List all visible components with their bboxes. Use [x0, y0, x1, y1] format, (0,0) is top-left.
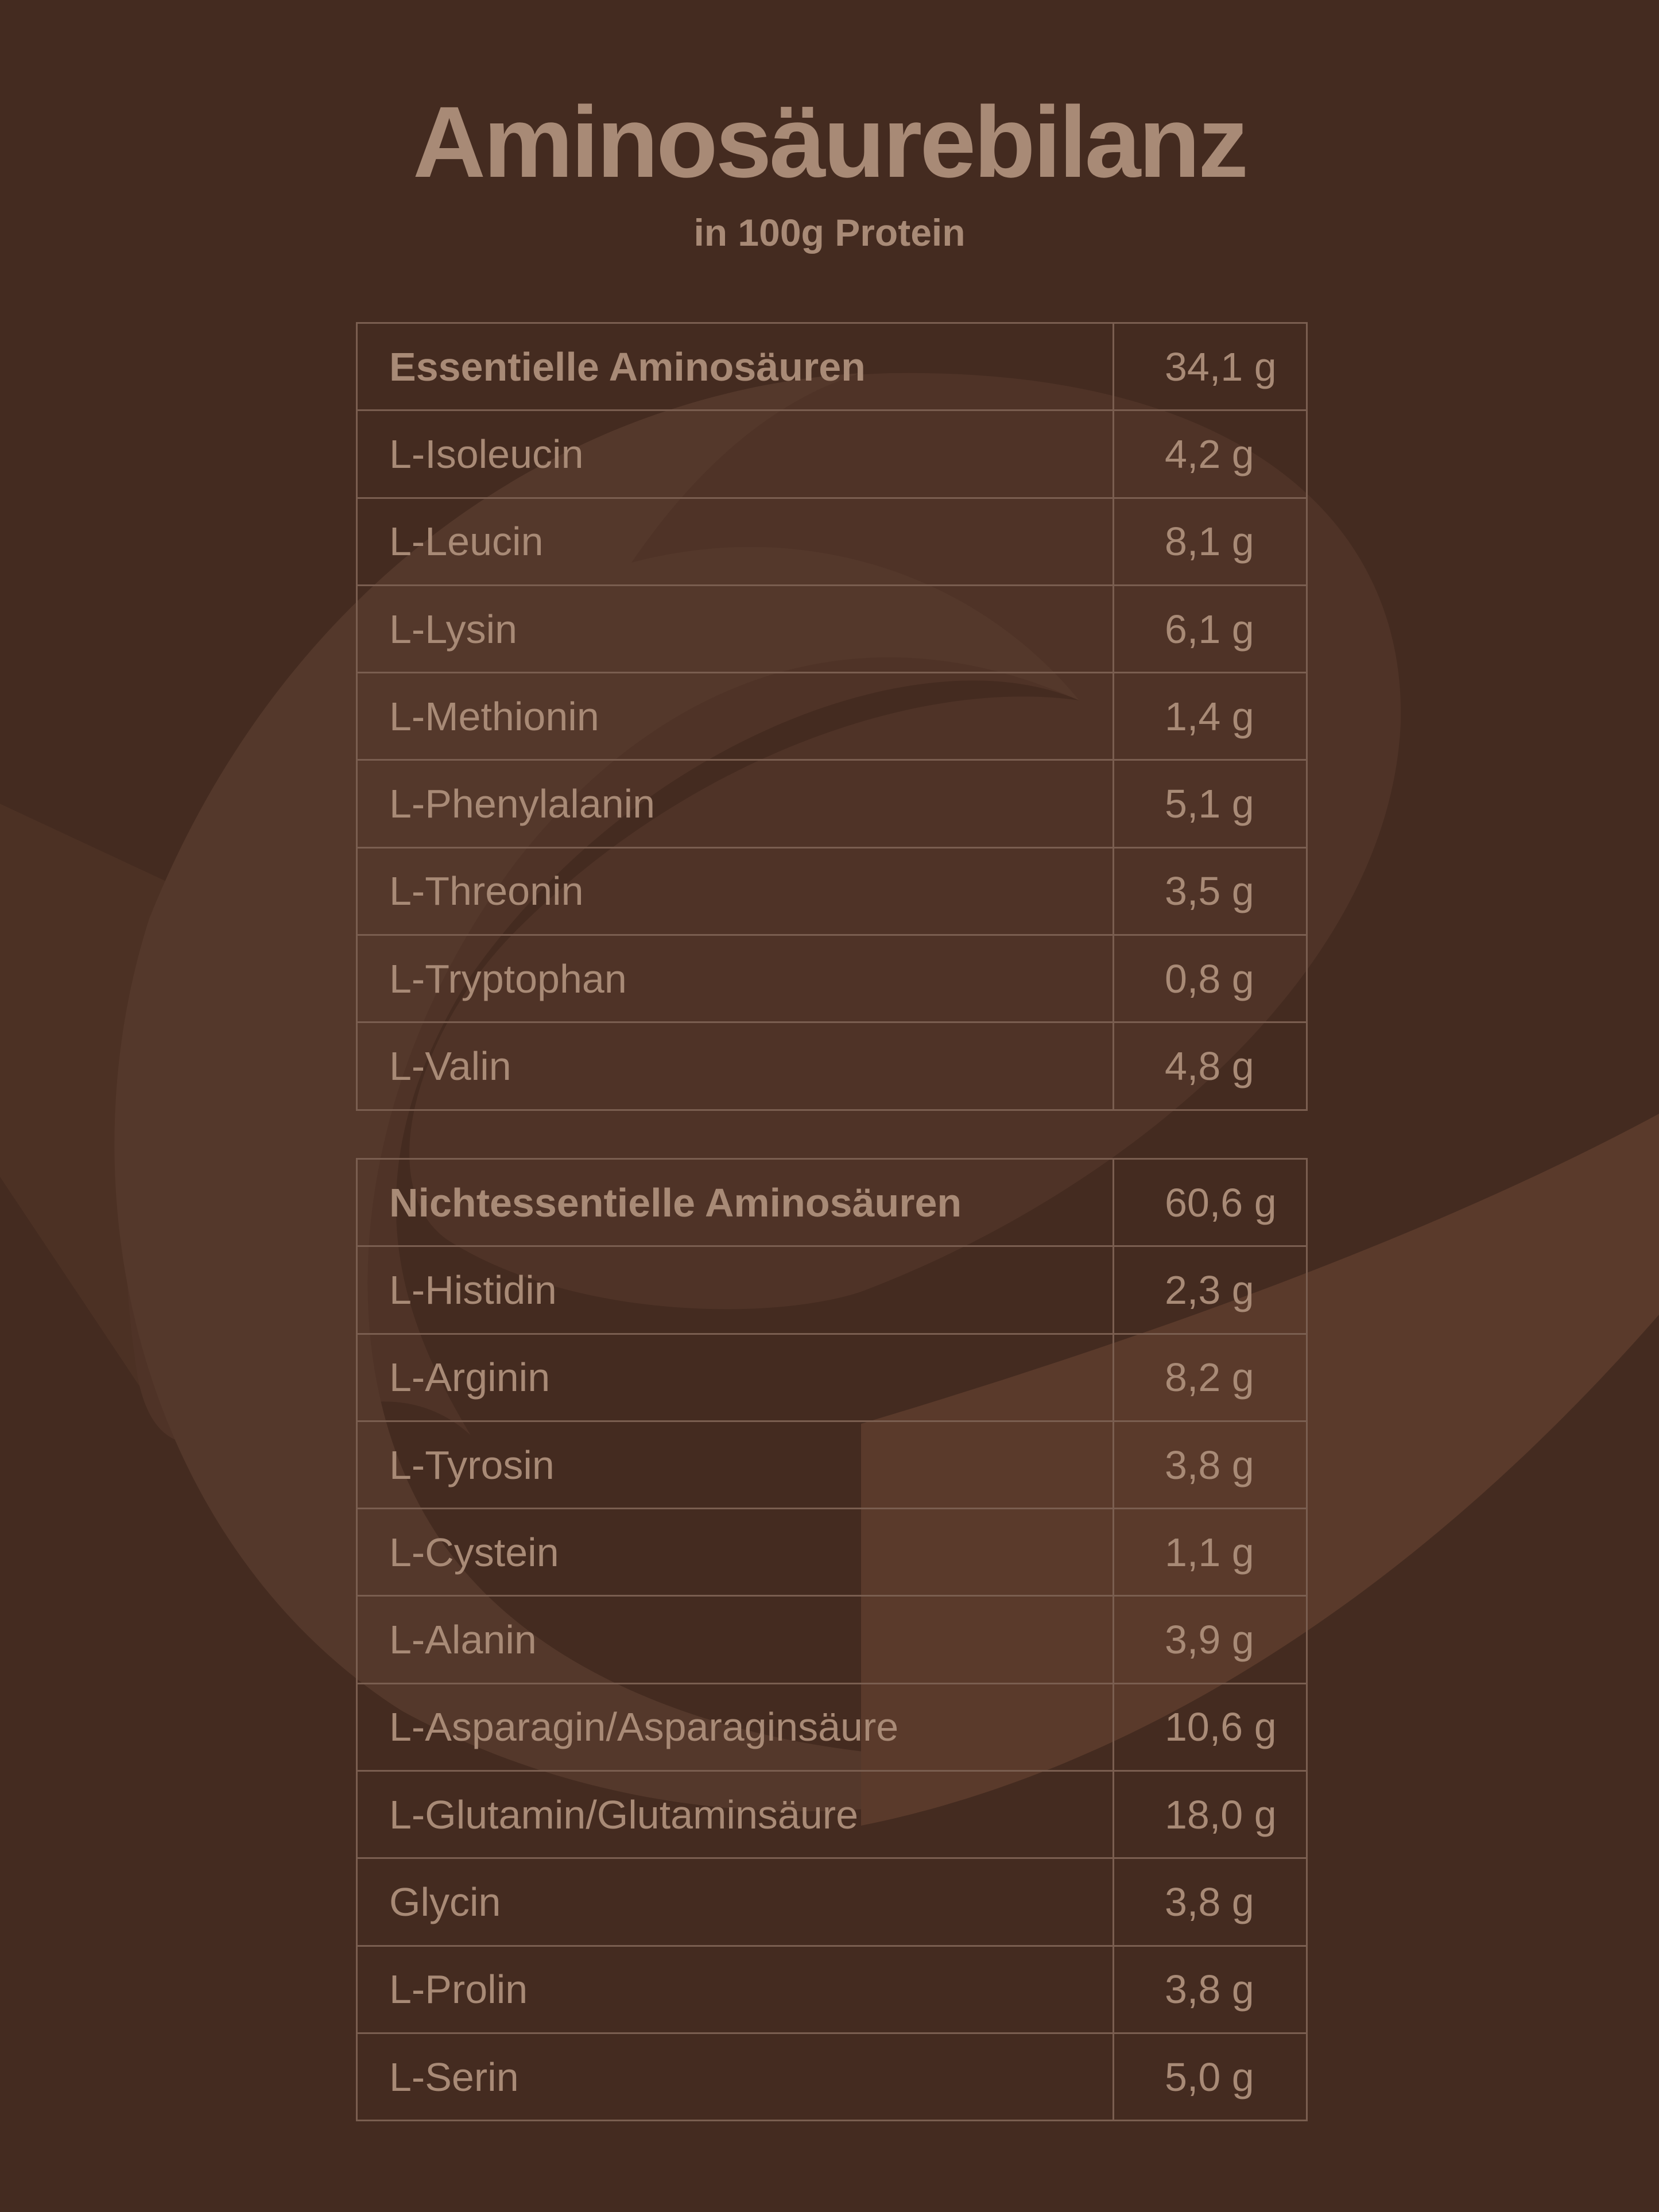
amino-acid-value: 6,1 g: [1165, 606, 1254, 652]
table-row: [358, 673, 1306, 761]
amino-acid-value: 10,6 g: [1165, 1704, 1277, 1750]
amino-acid-value: 1,1 g: [1165, 1529, 1254, 1575]
essential-amino-acids-table: [356, 322, 1308, 1111]
amino-acid-name: L-Isoleucin: [358, 411, 1114, 497]
section-total: 34,1 g: [1165, 344, 1277, 389]
amino-acid-name: L-Lysin: [358, 586, 1114, 672]
amino-acid-name: L-Arginin: [358, 1335, 1114, 1420]
amino-acid-value: 18,0 g: [1165, 1792, 1277, 1837]
amino-acid-name: L-Phenylalanin: [358, 761, 1114, 846]
amino-acid-value: 4,2 g: [1165, 431, 1254, 477]
amino-acid-value: 3,5 g: [1165, 869, 1254, 914]
table-row: [358, 1772, 1306, 1859]
table-row: [358, 499, 1306, 586]
amino-acid-name: L-Cystein: [358, 1509, 1114, 1595]
table-row: [358, 1684, 1306, 1772]
amino-acid-name: L-Histidin: [358, 1247, 1114, 1332]
table-row: [358, 1023, 1306, 1110]
table-row: [358, 761, 1306, 848]
amino-acid-name: L-Alanin: [358, 1597, 1114, 1682]
amino-acid-value: 4,8 g: [1165, 1044, 1254, 1089]
amino-acid-value: 3,8 g: [1165, 1880, 1254, 1925]
table-row: [358, 849, 1306, 936]
table-row: [358, 1597, 1306, 1684]
amino-acid-value: 8,2 g: [1165, 1355, 1254, 1400]
table-row: [358, 411, 1306, 498]
amino-acid-name: L-Valin: [358, 1023, 1114, 1109]
amino-acid-name: L-Tryptophan: [358, 936, 1114, 1021]
table-row: [358, 1422, 1306, 1509]
amino-acid-name: L-Glutamin/Glutaminsäure: [358, 1772, 1114, 1857]
amino-acid-name: Glycin: [358, 1859, 1114, 1944]
table-row: [358, 1335, 1306, 1422]
page-subtitle: in 100g Protein: [693, 211, 966, 254]
page-title: Aminosäurebilanz: [413, 86, 1246, 199]
amino-acid-value: 3,8 g: [1165, 1967, 1254, 2012]
amino-acid-value: 3,9 g: [1165, 1617, 1254, 1663]
table-row: [358, 2034, 1306, 2121]
section-total: 60,6 g: [1165, 1180, 1277, 1225]
amino-acid-name: L-Prolin: [358, 1947, 1114, 2032]
section-title: Nichtessentielle Aminosäuren: [358, 1160, 1114, 1245]
amino-acid-value: 1,4 g: [1165, 694, 1254, 739]
table-row: [358, 1247, 1306, 1334]
amino-acid-value: 3,8 g: [1165, 1442, 1254, 1487]
amino-acid-name: L-Leucin: [358, 499, 1114, 584]
amino-acid-name: L-Asparagin/Asparaginsäure: [358, 1684, 1114, 1770]
amino-acid-value: 2,3 g: [1165, 1267, 1254, 1312]
section-title: Essentielle Aminosäuren: [358, 324, 1114, 409]
amino-acid-name: L-Serin: [358, 2034, 1114, 2120]
amino-acid-value: 8,1 g: [1165, 519, 1254, 564]
amino-acid-name: L-Tyrosin: [358, 1422, 1114, 1508]
table-row: [358, 1859, 1306, 1946]
amino-acid-value: 5,0 g: [1165, 2054, 1254, 2099]
amino-acid-value: 0,8 g: [1165, 956, 1254, 1001]
table-header-row: [358, 324, 1306, 411]
amino-acid-name: L-Threonin: [358, 849, 1114, 934]
amino-acid-name: L-Methionin: [358, 673, 1114, 759]
table-row: [358, 1509, 1306, 1597]
table-row: [358, 586, 1306, 673]
table-row: [358, 936, 1306, 1023]
table-header-row: [358, 1160, 1306, 1247]
nonessential-amino-acids-table: [356, 1158, 1308, 2121]
table-row: [358, 1947, 1306, 2034]
amino-acid-value: 5,1 g: [1165, 781, 1254, 827]
